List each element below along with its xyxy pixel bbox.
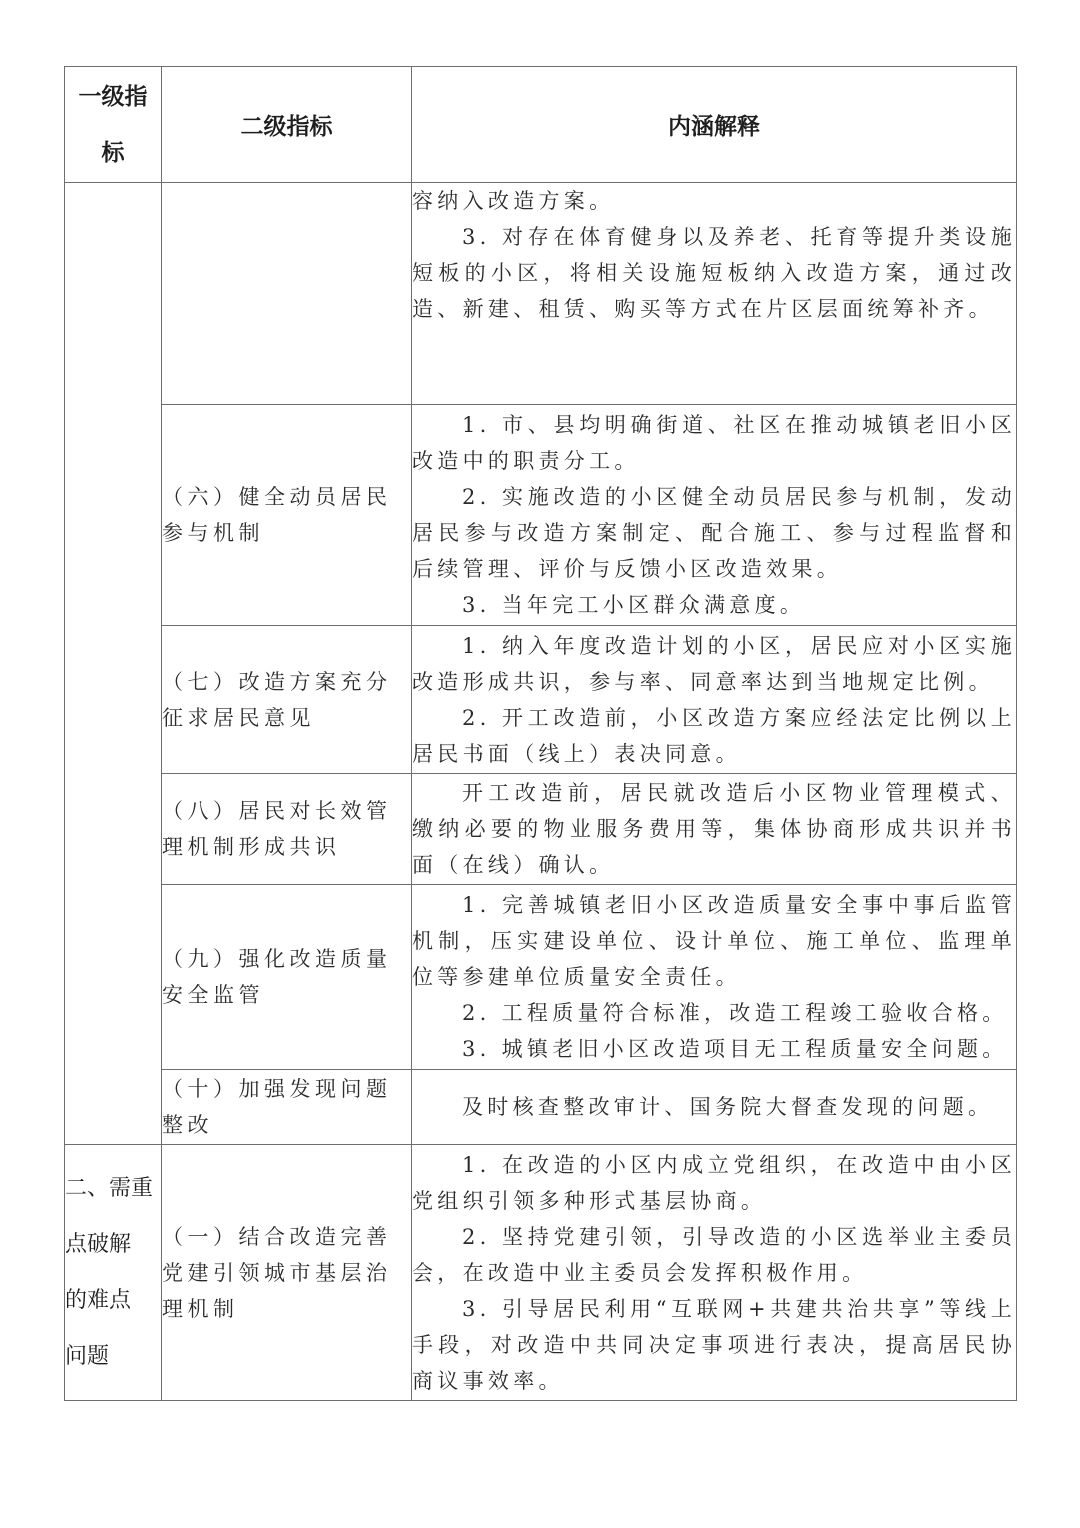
level1-cell-continued [65, 183, 162, 1145]
header-level1-line2: 标 [101, 139, 125, 166]
explanation-cell [412, 1145, 1017, 1401]
level2-cell: （十）加强发现问题整改 [162, 1070, 412, 1145]
explanation-cell [412, 405, 1017, 626]
table-row [65, 405, 1017, 626]
explanation-line: 2. 实施改造的小区健全动员居民参与机制，发动居民参与改造方案制定、配合施工、参与过程监督和后续管理、评价与反馈小区改造效果。 [412, 485, 1016, 581]
table-header-row [65, 67, 1017, 183]
explanation-line: 3. 对存在体育健身以及养老、托育等提升类设施短板的小区，将相关设施短板纳入改造方案，通过改造、新建、租赁、购买等方式在片区层面统筹补齐。 [412, 225, 1016, 321]
explanation-line: 1. 纳入年度改造计划的小区，居民应对小区实施改造形成共识，参与率、同意率达到当地规定比例。 [412, 633, 1016, 694]
table-row [65, 626, 1017, 774]
explanation-line: 3. 引导居民利用“互联网+共建共治共享”等线上手段，对改造中共同决定事项进行表决，提高居民协商议事效率。 [412, 1296, 1016, 1393]
explanation-line: 1. 完善城镇老旧小区改造质量安全事中事后监管机制，压实建设单位、设计单位、施工单位、监理单位等参建单位质量安全责任。 [412, 893, 1016, 989]
level2-cell: （八）居民对长效管理机制形成共识 [162, 774, 412, 885]
level1-cell [65, 1145, 162, 1401]
explanation-cell [412, 885, 1017, 1070]
level1-line: 的难点 [65, 1287, 132, 1313]
header-level1 [65, 67, 162, 183]
table-row [65, 1070, 1017, 1145]
explanation-line: 3. 当年完工小区群众满意度。 [462, 593, 806, 617]
explanation-cell [412, 626, 1017, 774]
level2-cell: （一）结合改造完善党建引领城市基层治理机制 [162, 1145, 412, 1401]
explanation-line: 2. 开工改造前，小区改造方案应经法定比例以上居民书面（线上）表决同意。 [412, 705, 1016, 766]
explanation-line: 1. 在改造的小区内成立党组织，在改造中由小区党组织引领多种形式基层协商。 [412, 1152, 1016, 1213]
explanation-line: 2. 坚持党建引领，引导改造的小区选举业主委员会，在改造中业主委员会发挥积极作用。 [412, 1224, 1016, 1285]
indicator-table [64, 66, 1017, 1401]
header-level1-line1: 一级指 [78, 83, 148, 110]
level2-cell: （七）改造方案充分征求居民意见 [162, 626, 412, 774]
level1-line: 二、需重 [65, 1175, 154, 1201]
explanation-cell [412, 183, 1017, 405]
level2-cell: （九）强化改造质量安全监管 [162, 885, 412, 1070]
explanation-line: 3. 城镇老旧小区改造项目无工程质量安全问题。 [462, 1037, 1008, 1061]
explanation-line: 开工改造前，居民就改造后小区物业管理模式、缴纳必要的物业服务费用等，集体协商形成共识并书面（在线）确认。 [412, 781, 1016, 877]
table-row [65, 1145, 1017, 1401]
explanation-cell [412, 1070, 1017, 1145]
explanation-line: 及时核查整改审计、国务院大督查发现的问题。 [462, 1095, 994, 1119]
header-level2: 二级指标 [162, 67, 412, 183]
header-explanation: 内涵解释 [412, 67, 1017, 183]
level2-cell: （六）健全动员居民参与机制 [162, 405, 412, 626]
explanation-line: 2. 工程质量符合标准，改造工程竣工验收合格。 [462, 1001, 1008, 1025]
level1-line: 点破解 [65, 1231, 132, 1257]
table-row [65, 774, 1017, 885]
explanation-cell [412, 774, 1017, 885]
level2-cell [162, 183, 412, 405]
explanation-line: 容纳入改造方案。 [412, 189, 615, 213]
table-row [65, 885, 1017, 1070]
level1-line: 问题 [65, 1343, 110, 1369]
table-row [65, 183, 1017, 405]
explanation-line: 1. 市、县均明确街道、社区在推动城镇老旧小区改造中的职责分工。 [412, 413, 1016, 473]
